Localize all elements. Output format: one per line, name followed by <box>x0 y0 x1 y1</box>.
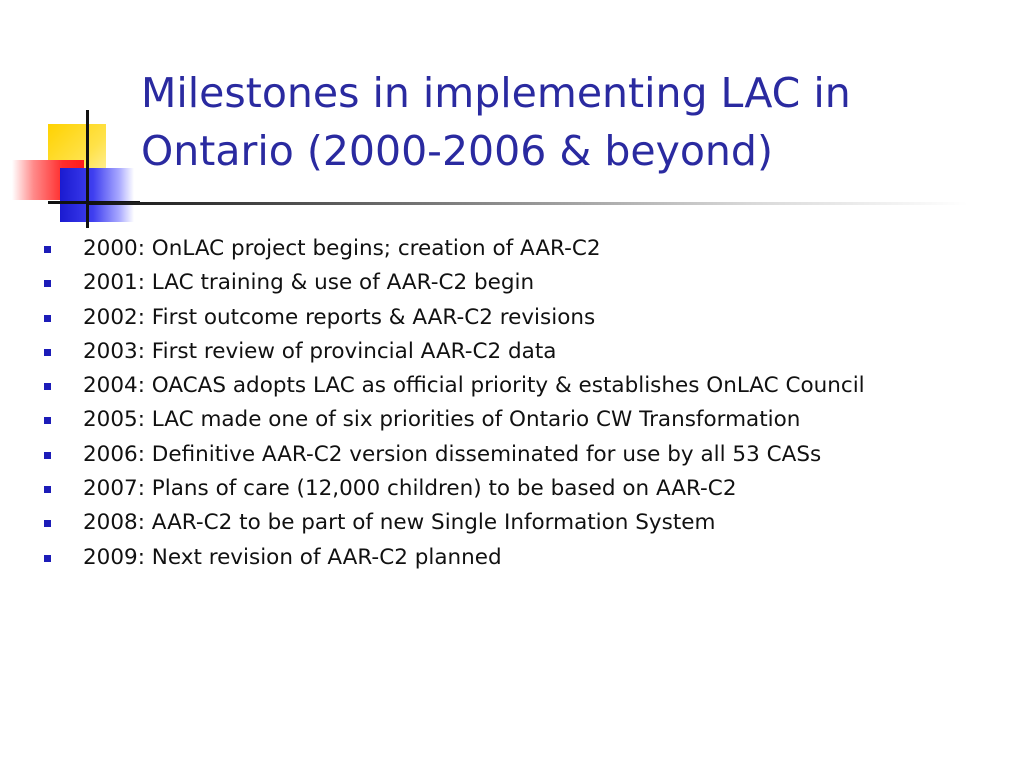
square-bullet-icon <box>44 349 51 356</box>
square-bullet-icon <box>44 280 51 287</box>
list-item-text: 2008: AAR-C2 to be part of new Single Information System <box>83 510 716 536</box>
list-item <box>44 335 1019 369</box>
list-item-text: 2005: LAC made one of six priorities of Ontario CW Transformation <box>83 407 801 433</box>
title-underline <box>88 202 968 205</box>
list-item-text: 2000: OnLAC project begins; creation of AAR-C2 <box>83 236 601 261</box>
list-item-text: 2002: First outcome reports & AAR-C2 revisions <box>83 304 596 330</box>
square-bullet-icon <box>44 383 51 390</box>
list-item <box>44 541 1019 575</box>
list-item-text: 2004: OACAS adopts LAC as official priority & establishes OnLAC Council <box>83 373 865 399</box>
slide-title-line-2: Ontario (2000-2006 & beyond) <box>141 127 773 175</box>
slide-title <box>141 64 1011 180</box>
list-item-text: 2007: Plans of care (12,000 children) to be based on AAR-C2 <box>83 476 737 502</box>
list-item <box>44 301 1019 335</box>
list-item-text: 2009: Next revision of AAR-C2 planned <box>83 544 502 570</box>
list-item <box>44 232 1019 266</box>
slide-title-line-1: Milestones in implementing LAC in <box>141 69 851 117</box>
square-bullet-icon <box>44 417 51 424</box>
list-item <box>44 369 1019 403</box>
list-item <box>44 472 1019 506</box>
list-item <box>44 438 1019 472</box>
square-bullet-icon <box>44 452 51 459</box>
list-item <box>44 506 1019 540</box>
square-bullet-icon <box>44 315 51 322</box>
list-item-text: 2001: LAC training & use of AAR-C2 begin <box>83 270 535 296</box>
square-bullet-icon <box>44 555 51 562</box>
milestone-list <box>44 232 1019 575</box>
square-bullet-icon <box>44 246 51 253</box>
list-item <box>44 403 1019 437</box>
square-bullet-icon <box>44 520 51 527</box>
list-item <box>44 266 1019 300</box>
list-item-text: 2003: First review of provincial AAR-C2 data <box>83 338 557 364</box>
logo-vertical-line <box>86 110 89 228</box>
list-item-text: 2006: Definitive AAR-C2 version disseminated for use by all 53 CASs <box>83 441 822 467</box>
blue-block <box>60 168 134 222</box>
square-bullet-icon <box>44 486 51 493</box>
